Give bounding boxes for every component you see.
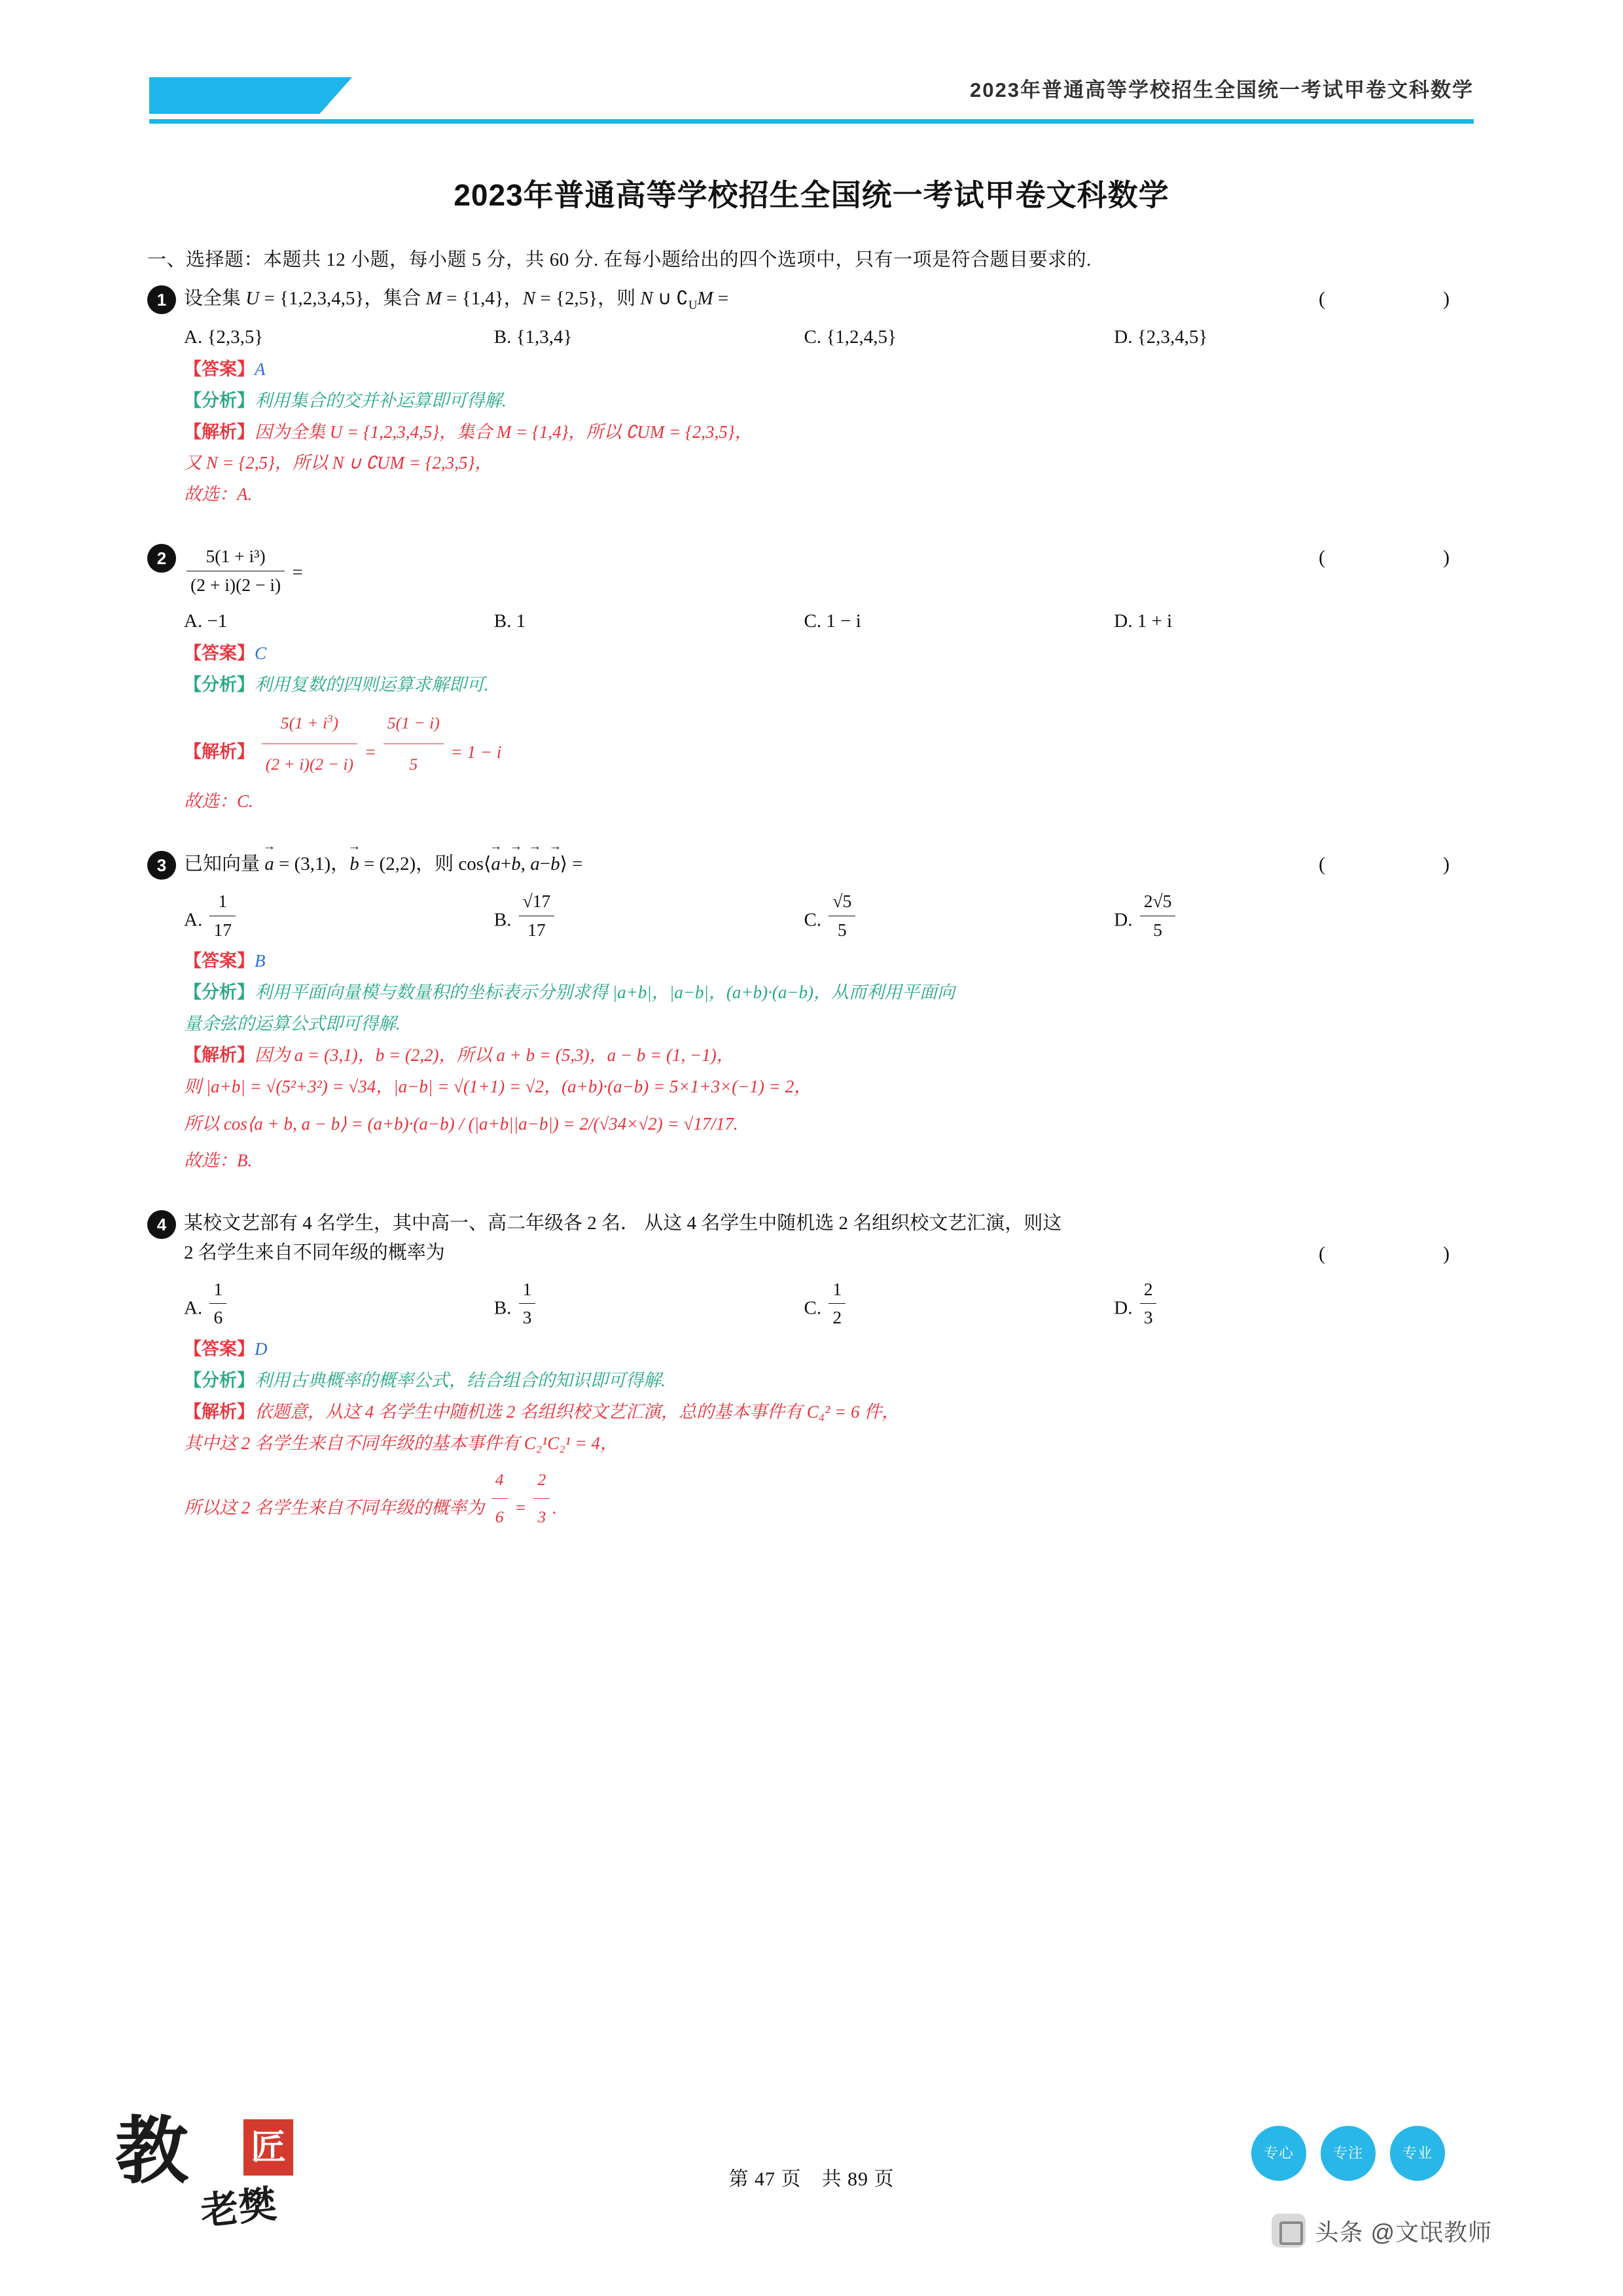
question-2: [147, 543, 1476, 816]
option-d: D. $\frac{2√5}{5}$: [1114, 888, 1424, 944]
badge-group: [1251, 2126, 1445, 2181]
option-d: D. 1 + i: [1114, 611, 1173, 632]
answer-bracket: ( ): [1319, 287, 1476, 310]
analysis-line-1: [184, 979, 1476, 1007]
logo-sub-text: 老樊: [198, 2183, 279, 2233]
fraction-denominator: (2 + i)(2 − i): [187, 571, 285, 600]
option-c: C. 1 − i: [804, 611, 861, 632]
logo-main-char: 教: [115, 2111, 188, 2193]
analysis-text: 利用集合的交并补运算即可得解.: [255, 390, 507, 410]
choose-line: 故选：B.: [184, 1151, 253, 1171]
option-a: A. −1: [184, 611, 228, 632]
badge-2: 专注: [1321, 2126, 1376, 2181]
answer-line: [184, 948, 1476, 975]
answer-value: B: [255, 951, 266, 971]
option-d: D. $\frac{2}{3}$: [1114, 1276, 1424, 1332]
answer-value: D: [255, 1339, 268, 1359]
header-rule: [149, 119, 1474, 124]
answer-bracket: ( ): [1319, 1242, 1476, 1265]
answer-tag: 【答案】: [184, 359, 255, 379]
choose-line: 故选：A.: [184, 484, 253, 505]
solution-math: $\frac{5(1 + i^3)}{(2 + i)(2 - i)}$ = $\frac{5(1 - i)}{5}$ = 1 − i: [255, 742, 501, 762]
option-b: B. {1,3,4}: [493, 326, 573, 348]
question-stem: 已知向量 a → = (3,1)，b → = (2,2)，则 cos⟨a →+b →, a →−b →⟩ =: [184, 850, 1476, 879]
page-header: [149, 77, 1474, 134]
analysis-text: 利用复数的四则运算求解即可.: [255, 675, 489, 695]
option-a: A. $\frac{1}{6}$: [184, 1276, 494, 1332]
solution-tag: 【解析】: [184, 422, 255, 442]
watermark: [1272, 2214, 1492, 2248]
solution-line-2: 则 |a+b| = √(5²+3²) = √34，|a−b| = √(1+1) = √2，(a+b)·(a−b) = 5×1+3×(−1) = 2，: [184, 1076, 812, 1096]
answer-line: [184, 1336, 1476, 1363]
option-d: D. {2,3,4,5}: [1114, 326, 1208, 348]
answer-bracket: ( ): [1319, 547, 1476, 569]
option-list: [184, 888, 1476, 944]
section-heading: 一、选择题：本题共 12 小题，每小题 5 分，共 60 分. 在每小题给出的四个选项中，只有一项是符合题目要求的.: [147, 249, 1092, 270]
running-title: 2023年普通高等学校招生全国统一考试甲卷文科数学: [970, 79, 1474, 101]
option-b: B. $\frac{1}{3}$: [494, 1276, 804, 1332]
question-stem: [184, 543, 1476, 599]
stem-line-1: 某校文艺部有 4 名学生，其中高一、高二年级各 2 名． 从这 4 名学生中随机选 2 名组织校文艺汇演，则这: [184, 1212, 1062, 1234]
solution-line-2: 又 N = {2,5}，所以 N ∪ ∁UM = {2,3,5}，: [184, 453, 493, 473]
solution-line-2: 其中这 2 名学生来自不同年级的基本事件有 C₂¹C₂¹ = 4，: [184, 1433, 618, 1453]
answer-line: [184, 356, 1476, 384]
solution-line-3: 所以 cos⟨a + b, a − b⟩ = (a+b)·(a−b) / (|a+b||a−b|) = 2/(√34×√2) = √17/17.: [184, 1113, 738, 1134]
option-list: [184, 607, 1476, 636]
option-a: A. {2,3,5}: [184, 326, 264, 348]
analysis-line: [184, 1367, 1476, 1395]
question-3: [147, 850, 1476, 1175]
solution-text-1: 因为 a = (3,1)，b = (2,2)，所以 a + b = (5,3)，a − b = (1, −1)，: [255, 1045, 734, 1065]
watermark-text: 头条 @文氓教师: [1315, 2218, 1492, 2246]
option-b: B. 1: [493, 611, 526, 632]
option-c: C. {1,2,4,5}: [804, 326, 897, 348]
question-stem: [184, 1209, 1476, 1268]
answer-value: C: [255, 643, 267, 664]
answer-tag: 【答案】: [184, 643, 255, 664]
solution-line-1: [184, 1399, 1476, 1426]
solution-tag: 【解析】: [184, 1401, 255, 1422]
badge-3: 专业: [1390, 2126, 1445, 2181]
question-4: [147, 1209, 1476, 1536]
answer-value: A: [255, 359, 266, 379]
analysis-tag: 【分析】: [184, 390, 255, 410]
solution-line-1: [184, 703, 1476, 784]
toutiao-icon: [1272, 2214, 1306, 2248]
analysis-tag: 【分析】: [184, 982, 255, 1003]
solution-line-1: [184, 1042, 1476, 1069]
analysis-text: 利用古典概率的概率公式，结合组合的知识即可得解.: [255, 1370, 666, 1390]
page-number: 第 47 页 共 89 页: [728, 2168, 895, 2190]
question-number: 4: [147, 1210, 176, 1239]
answer-tag: 【答案】: [184, 951, 255, 971]
solution-text-1: 因为全集 U = {1,2,3,4,5}，集合 M = {1,4}，所以 ∁UM = {2,3,5}，: [255, 422, 753, 442]
answer-tag: 【答案】: [184, 1339, 255, 1359]
header-blue-block: [149, 77, 352, 114]
analysis-line: [184, 387, 1476, 415]
solution-line-3: 所以这 2 名学生来自不同年级的概率为 $\frac{4}{6}$ = $\frac{2}{3}$ .: [184, 1462, 1476, 1536]
analysis-text-1: 利用平面向量模与数量积的坐标表示分别求得 |a+b|，|a−b|，(a+b)·(a−b)，从而利用平面向: [255, 982, 955, 1003]
option-b: B. $\frac{√17}{17}$: [494, 888, 804, 944]
question-stem: 设全集 U = {1,2,3,4,5}，集合 M = {1,4}，N = {2,5}，则 N ∪ $∁_UM$ =: [184, 287, 729, 312]
badge-1: 专心: [1251, 2126, 1306, 2181]
analysis-line: [184, 672, 1476, 699]
question-1: [147, 284, 1476, 509]
document-body: [147, 245, 1476, 1539]
question-number: 3: [147, 851, 176, 880]
header-decoration: [149, 77, 1474, 115]
page-title: 2023年普通高等学校招生全国统一考试甲卷文科数学: [454, 178, 1169, 212]
solution-tag: 【解析】: [184, 1045, 255, 1065]
answer-bracket: ( ): [1319, 853, 1476, 876]
option-list: [184, 323, 1476, 352]
question-number: 1: [147, 285, 176, 314]
question-number: 2: [147, 544, 176, 573]
solution-line-1: [184, 419, 1476, 446]
fraction-numerator: 5(1 + i³): [205, 546, 266, 567]
option-c: C. $\frac{1}{2}$: [804, 1276, 1115, 1332]
stem-equals: =: [292, 562, 303, 583]
stem-line-2: 2 名学生来自不同年级的概率为: [184, 1242, 445, 1263]
solution-tag: 【解析】: [184, 742, 255, 762]
option-list: [184, 1276, 1476, 1332]
stem-fraction: [187, 543, 285, 599]
option-c: C. $\frac{√5}{5}$: [804, 888, 1115, 944]
solution-text-1: 依题意，从这 4 名学生中随机选 2 名组织校文艺汇演，总的基本事件有 C₄² = 6 件，: [255, 1401, 900, 1422]
analysis-tag: 【分析】: [184, 675, 255, 695]
logo-stamp: 匠: [243, 2119, 293, 2176]
option-a: A. $\frac{1}{17}$: [184, 888, 494, 944]
choose-line: 故选：C.: [184, 791, 253, 812]
analysis-line-2: 量余弦的运算公式即可得解.: [184, 1014, 401, 1034]
answer-line: [184, 640, 1476, 668]
analysis-tag: 【分析】: [184, 1370, 255, 1390]
page-footer: [0, 2080, 1623, 2296]
